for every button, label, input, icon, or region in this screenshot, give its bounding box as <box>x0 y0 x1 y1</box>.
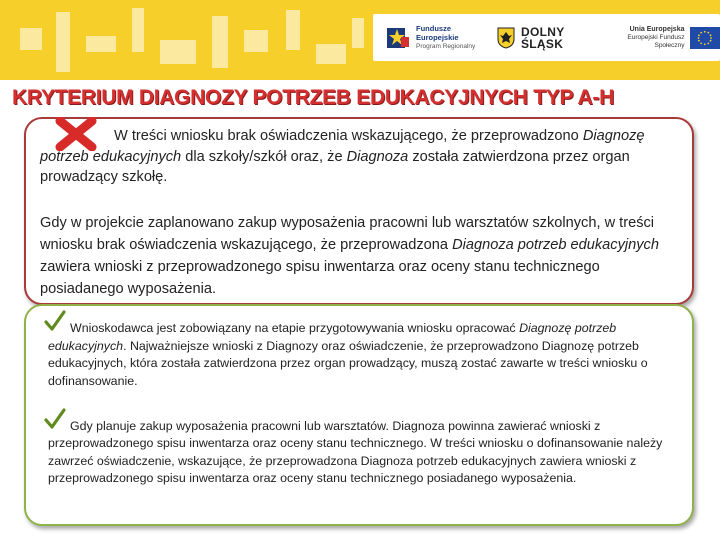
fundusze-europejskie-logo <box>385 14 475 61</box>
header-decoration <box>86 36 116 52</box>
fe-star-icon <box>385 25 411 51</box>
header-decoration <box>352 18 364 48</box>
logo-panel <box>373 14 720 61</box>
fe-line2: Europejskie <box>416 33 459 42</box>
header-decoration <box>56 12 70 72</box>
header-decoration <box>212 16 228 68</box>
header-decoration <box>244 30 268 52</box>
ds-line2: ŚLĄSK <box>521 36 564 51</box>
header-decoration <box>132 8 144 52</box>
header-decoration <box>160 40 196 64</box>
requirement-2: Gdy planuje zakup wyposażenia pracowni lub warsztatów. Diagnoza powinna zawierać wnioski z przeprowadzonego spisu inwentarza oraz oceny stanu technicznego. W treści wniosku o dofinansowanie należy zawrzeć oświadczenie, wskazujące, że przeprowadzona Diagnoza potrzeb edukacyjnych zawiera wnioski z przeprowadzonego spisu inwentarza oraz oceny stanu technicznego posiadanego wyposażenia. <box>48 419 663 486</box>
header-decoration <box>20 28 42 50</box>
ds-line1: DOLNY <box>521 24 565 39</box>
ue-line1: Unia Europejska <box>629 25 685 33</box>
negative-criterion-1: W treści wniosku brak oświadczenia wskazującego, że przeprowadzono Diagnozę potrzeb edukacyjnych dla szkoły/szkół oraz, że Diagnoza została zatwierdzona przez organ prowadzący szkołę. <box>40 128 645 185</box>
page-title: KRYTERIUM DIAGNOZY POTRZEB EDUKACYJNYCH TYP A-H <box>12 86 614 109</box>
fe-line1: Fundusze <box>416 24 451 33</box>
eu-flag-icon <box>690 27 720 49</box>
header-decoration <box>286 10 300 50</box>
requirement-1: Wnioskodawca jest zobowiązany na etapie przygotowywania wniosku opracować Diagnozę potrzeb edukacyjnych. Najważniejsze wnioski z Diagnozy oraz oświadczenie, że przeprowadzono Diagnozę potrzeb edukacyjnych, która została zatwierdzona przez organ prowadzący, muszą zostać zawarte w treści wniosku o dofinansowanie. <box>48 321 648 388</box>
header-band <box>0 0 720 80</box>
eagle-shield-icon <box>497 27 515 49</box>
header-decoration <box>316 44 346 64</box>
ue-line2: Europejski Fundusz Społeczny <box>627 33 685 49</box>
fe-line3: Program Regionalny <box>416 43 476 50</box>
negative-criterion-2: Gdy w projekcie zaplanowano zakup wyposażenia pracowni lub warsztatów szkolnych, w treści wniosku brak oświadczenia wskazującego, że przeprowadzona Diagnoza potrzeb edukacyjnych zawiera wnioski z przeprowadzonego spisu inwentarza oraz oceny stanu technicznego posiadanego wyposażenia. <box>40 215 659 297</box>
unia-europejska-logo <box>605 14 720 61</box>
dolny-slask-logo <box>497 14 565 61</box>
